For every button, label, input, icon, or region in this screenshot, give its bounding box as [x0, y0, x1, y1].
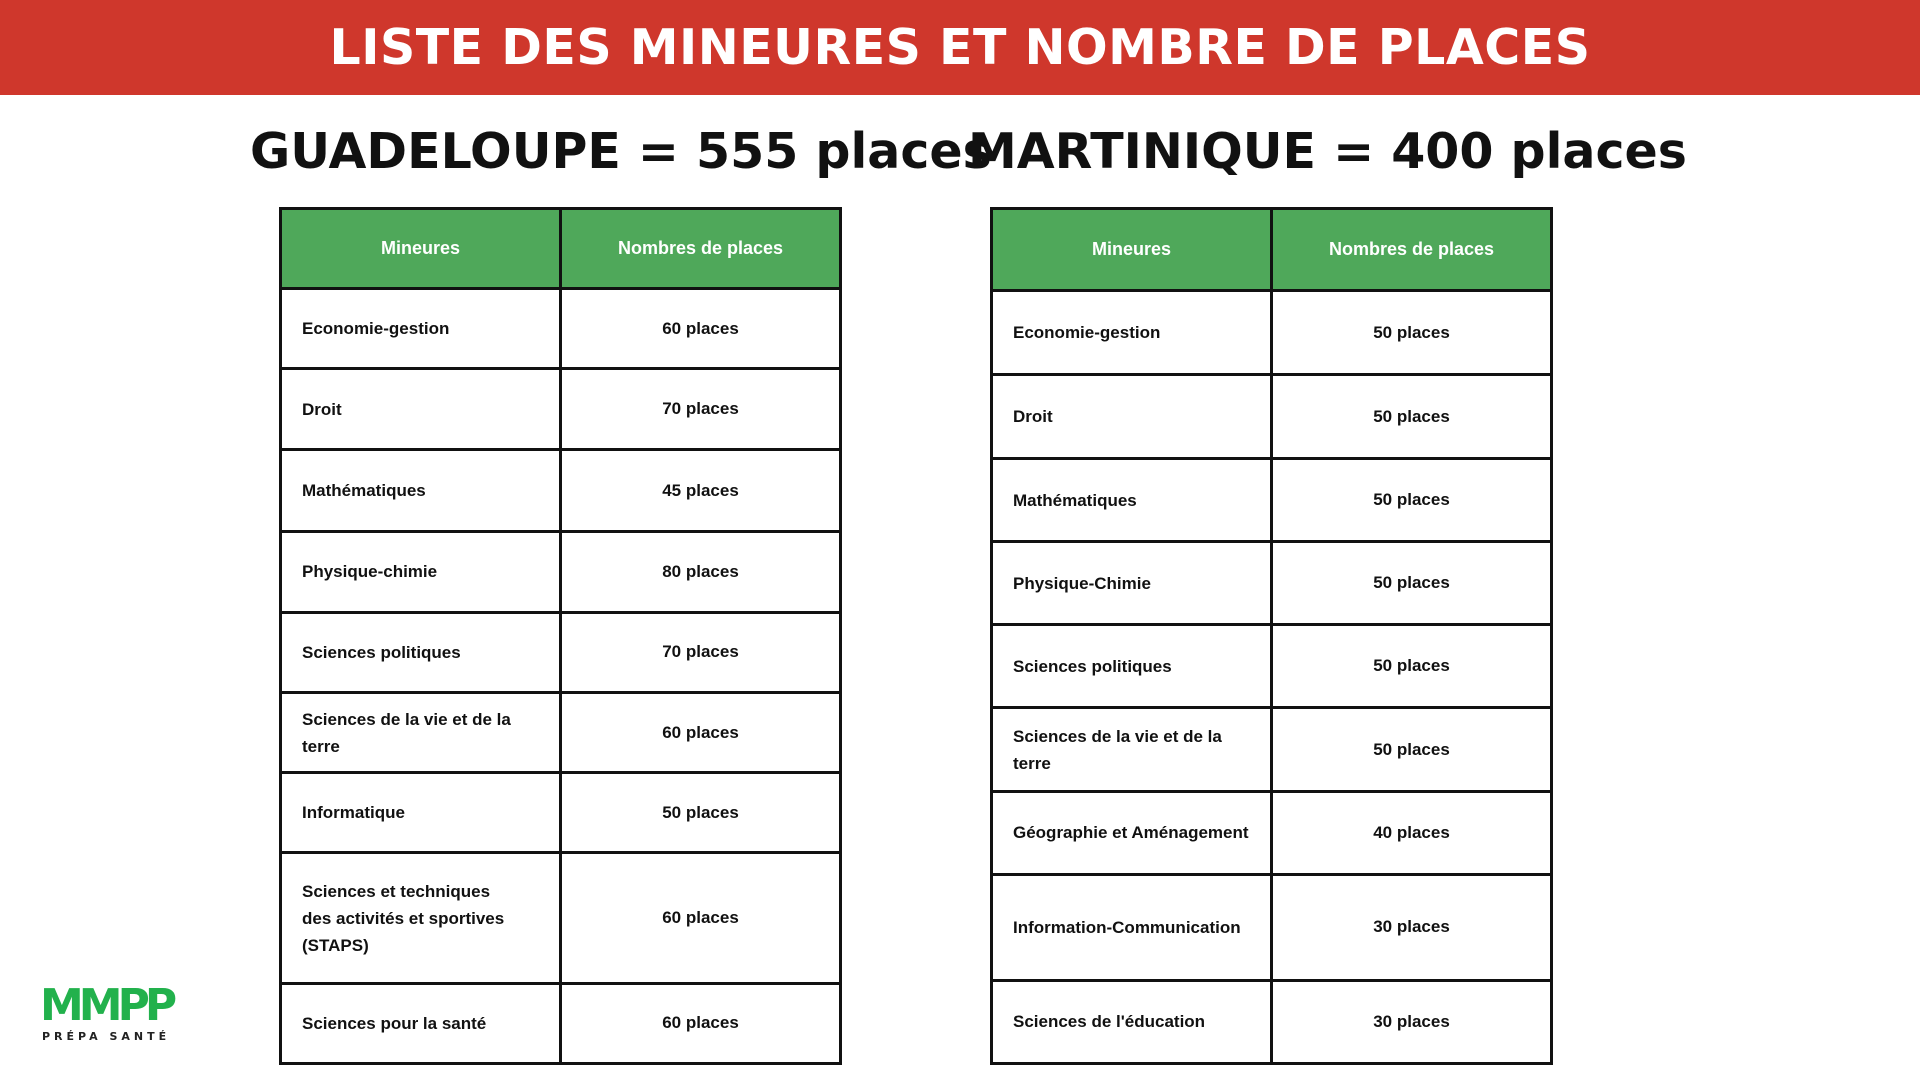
table-row: [992, 291, 1552, 375]
minor-places: 80 places: [561, 531, 841, 612]
table-row: [281, 693, 841, 773]
logo-tagline: PRÉPA SANTÉ: [42, 1030, 171, 1043]
minor-places: 50 places: [1272, 291, 1552, 375]
table-row: [992, 874, 1552, 980]
table-row: [281, 853, 841, 983]
header-nombre-places: Nombres de places: [1272, 209, 1552, 291]
table-row: [281, 531, 841, 612]
minor-name: Sciences de la vie et de la terre: [992, 708, 1272, 791]
table-row: [281, 450, 841, 531]
page-title: LISTE DES MINEURES ET NOMBRE DE PLACES: [329, 19, 1591, 76]
table-header-row: [281, 209, 841, 289]
minor-places: 60 places: [561, 983, 841, 1063]
minor-name: Physique-Chimie: [992, 542, 1272, 625]
minor-name: Mathématiques: [281, 450, 561, 531]
table-row: [992, 459, 1552, 542]
table-row: [992, 542, 1552, 625]
minor-places: 50 places: [1272, 459, 1552, 542]
minor-places: 50 places: [1272, 542, 1552, 625]
martinique-title: MARTINIQUE = 400 places: [968, 123, 1687, 180]
header-nombre-places: Nombres de places: [561, 209, 841, 289]
minor-name: Sciences et techniques des activités et sportives (STAPS): [281, 853, 561, 983]
minor-name: Sciences politiques: [281, 612, 561, 692]
minor-name: Physique-chimie: [281, 531, 561, 612]
guadeloupe-table: [279, 207, 842, 1065]
minor-places: 70 places: [561, 369, 841, 450]
minor-name: Sciences politiques: [992, 625, 1272, 708]
minor-name: Droit: [992, 375, 1272, 459]
minor-name: Mathématiques: [992, 459, 1272, 542]
minor-name: Géographie et Aménagement: [992, 791, 1272, 874]
minor-name: Informatique: [281, 773, 561, 853]
guadeloupe-title: GUADELOUPE = 555 places: [250, 123, 992, 180]
table-row: [281, 983, 841, 1063]
table-row: [281, 289, 841, 369]
table-row: [281, 612, 841, 692]
minor-name: Information-Communication: [992, 874, 1272, 980]
table-header-row: [992, 209, 1552, 291]
minor-name: Sciences de la vie et de la terre: [281, 693, 561, 773]
minor-name: Economie-gestion: [281, 289, 561, 369]
table-row: [992, 980, 1552, 1063]
minor-places: 30 places: [1272, 874, 1552, 980]
minor-name: Droit: [281, 369, 561, 450]
logo-letters: MMPP: [40, 980, 173, 1031]
table-row: [992, 708, 1552, 791]
minor-places: 60 places: [561, 853, 841, 983]
minor-places: 30 places: [1272, 980, 1552, 1063]
table-row: [992, 375, 1552, 459]
minor-places: 45 places: [561, 450, 841, 531]
header-mineures: Mineures: [992, 209, 1272, 291]
table-row: [992, 791, 1552, 874]
minor-name: Sciences de l'éducation: [992, 980, 1272, 1063]
table-row: [992, 625, 1552, 708]
minor-name: Economie-gestion: [992, 291, 1272, 375]
table-row: [281, 369, 841, 450]
table-row: [281, 773, 841, 853]
minor-places: 50 places: [1272, 625, 1552, 708]
minor-places: 60 places: [561, 693, 841, 773]
mmpp-logo: [40, 982, 180, 1046]
minor-places: 50 places: [1272, 708, 1552, 791]
minor-places: 60 places: [561, 289, 841, 369]
minor-places: 40 places: [1272, 791, 1552, 874]
minor-name: Sciences pour la santé: [281, 983, 561, 1063]
header-mineures: Mineures: [281, 209, 561, 289]
minor-places: 50 places: [1272, 375, 1552, 459]
martinique-table: [990, 207, 1553, 1065]
minor-places: 50 places: [561, 773, 841, 853]
minor-places: 70 places: [561, 612, 841, 692]
title-banner: [0, 0, 1920, 95]
